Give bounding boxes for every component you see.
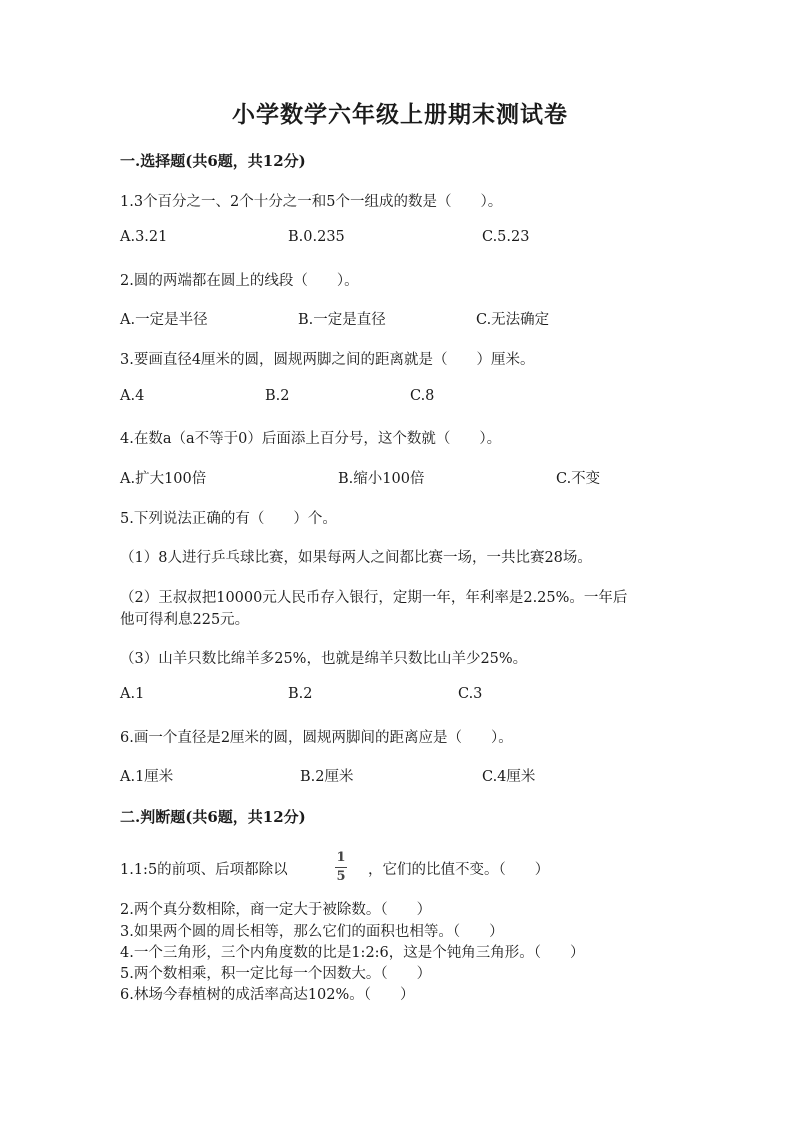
question-2-option-a: A.一定是半径: [120, 312, 208, 328]
question-4-option-b: B.缩小100倍: [338, 471, 425, 487]
fraction-bar: [335, 867, 347, 868]
question-4-option-c: C.不变: [556, 471, 601, 487]
question-1: 1.3个百分之一、2个十分之一和5个一组成的数是（ ）。: [120, 194, 503, 210]
question-5-statement-1: （1）8人进行乒乓球比赛，如果每两人之间都比赛一场，一共比赛28场。: [120, 550, 592, 566]
section-heading-true-false: 二.判断题(共6题，共12分): [120, 808, 306, 826]
question-3-option-b: B.2: [265, 388, 290, 404]
tf-question-4: 4.一个三角形，三个内角度数的比是1:2:6，这是个钝角三角形。（ ）: [120, 945, 585, 961]
question-5-option-a: A.1: [120, 686, 145, 702]
section-heading-choice: 一.选择题(共6题，共12分): [120, 152, 306, 170]
tf-question-6: 6.林场今春植树的成活率高达102%。（ ）: [120, 987, 415, 1003]
question-5-option-b: B.2: [288, 686, 313, 702]
tf-question-1-prefix: 1.1:5的前项、后项都除以: [120, 862, 288, 878]
question-6-option-c: C.4厘米: [482, 769, 536, 785]
question-1-option-a: A.3.21: [120, 229, 168, 245]
question-5-option-c: C.3: [458, 686, 483, 702]
question-5-statement-2-line-2: 他可得利息225元。: [120, 612, 250, 628]
question-5-statement-2-line-1: （2）王叔叔把10000元人民币存入银行，定期一年，年利率是2.25%。一年后: [120, 590, 628, 606]
tf-question-2: 2.两个真分数相除，商一定大于被除数。（ ）: [120, 902, 432, 918]
fraction-numerator: 1: [336, 850, 346, 865]
question-5-statement-3: （3）山羊只数比绵羊多25%，也就是绵羊只数比山羊少25%。: [120, 651, 528, 667]
fraction-denominator: 5: [336, 869, 346, 884]
question-6: 6.画一个直径是2厘米的圆，圆规两脚间的距离应是（ ）。: [120, 730, 513, 746]
tf-question-3: 3.如果两个圆的周长相等，那么它们的面积也相等。（ ）: [120, 924, 504, 940]
question-3-option-c: C.8: [410, 388, 435, 404]
question-1-option-b: B.0.235: [288, 229, 345, 245]
fraction-one-fifth: [332, 850, 350, 885]
tf-question-5: 5.两个数相乘，积一定比每一个因数大。（ ）: [120, 966, 432, 982]
question-2: 2.圆的两端都在圆上的线段（ ）。: [120, 273, 359, 289]
question-3: 3.要画直径4厘米的圆，圆规两脚之间的距离就是（ ）厘米。: [120, 352, 535, 368]
question-3-option-a: A.4: [120, 388, 145, 404]
question-5: 5.下列说法正确的有（ ）个。: [120, 511, 337, 527]
question-2-option-b: B.一定是直径: [298, 312, 386, 328]
question-1-option-c: C.5.23: [482, 229, 530, 245]
question-6-option-a: A.1厘米: [120, 769, 174, 785]
question-4: 4.在数a（a不等于0）后面添上百分号，这个数就（ ）。: [120, 431, 502, 447]
tf-question-1-suffix: ，它们的比值不变。（ ）: [368, 862, 550, 878]
question-2-option-c: C.无法确定: [476, 312, 550, 328]
question-4-option-a: A.扩大100倍: [120, 471, 207, 487]
page-title: 小学数学六年级上册期末测试卷: [232, 101, 568, 128]
question-6-option-b: B.2厘米: [300, 769, 354, 785]
